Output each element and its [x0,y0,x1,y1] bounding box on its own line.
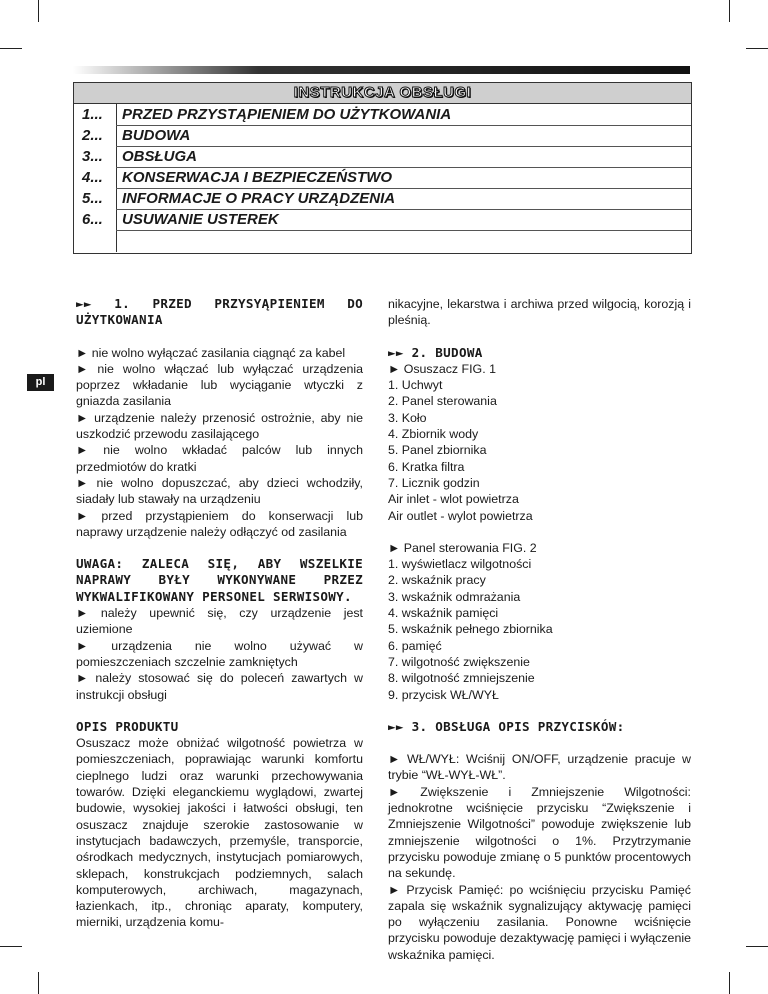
list-item: 4. wskaźnik pamięci [388,606,499,621]
bullet-item: ► urządzenia nie wolno używać w pomieszczeniach szczelnie zamkniętych [76,638,363,669]
crop-mark [38,972,39,994]
crop-mark [729,0,730,22]
list-item: 3. Koło [388,410,427,425]
bullet-item: ► należy upewnić się, czy urządzenie jest uziemione [76,606,363,637]
section-heading: ►► 3. OBSŁUGA OPIS PRZYCISKÓW: [388,718,625,734]
toc-rule [116,188,691,189]
toc-label: KONSERWACJA I BEZPIECZEŃSTWO [122,169,393,186]
toc-row [74,209,691,230]
toc-row [74,167,691,188]
list-item: Air inlet - wlot powietrza [388,492,519,507]
bullet-item: ► nie wolno dopuszczać, aby dzieci wchodziły, siadały lub stawały na urządzeniu [76,475,363,507]
toc-row [74,104,691,125]
language-tab: pl [27,374,54,391]
toc-title: INSTRUKCJA OBSŁUGI [293,84,472,101]
toc-number: 3... [82,148,103,165]
paragraph: nikacyjne, lekarstwa i archiwa przed wilgocią, korozją i pleśnią. [388,297,691,328]
list-item: Air outlet - wylot powietrza [388,508,533,523]
list-item: 1. wyświetlacz wilgotności [388,557,532,572]
toc-row [74,188,691,209]
crop-mark [0,946,22,947]
list-item: 6. pamięć [388,638,442,653]
bullet-item: ► nie wolno włączać lub wyłączać urządzenia poprzez wkładanie lub wyciąganie wtyczki z gniazda zasilania [76,361,363,409]
toc-number: 4... [82,169,103,186]
list-item: 9. przycisk WŁ/WYŁ [388,687,499,702]
list-item: 3. wskaźnik odmrażania [388,589,521,604]
toc-number: 5... [82,190,103,207]
toc-label: BUDOWA [122,127,191,144]
section-heading: OPIS PRODUKTU [76,718,179,734]
toc-rule [116,230,691,231]
toc-title-bar [74,83,691,104]
warning-heading: UWAGA: ZALECA SIĘ, ABY WSZELKIE NAPRAWY BYŁY WYKONYWANE PRZEZ WYKWALIFIKOWANY PERSONEL SERWISOWY. [76,556,363,604]
crop-mark [729,972,730,994]
toc-number: 6... [82,211,103,228]
paragraph: Osuszacz może obniżać wilgotność powietrza w pomieszczeniach, poprawiając warunki komfortu cieplnego ludzi oraz warunki przechowywania towarów. Dzięki eleganckiemu wyglądowi, zwartej budowie, wysokiej jakości i łatwości obsługi, ten osuszacz znajduje szerokie zastosowanie w instytucjach badawczych, przemyśle, transporcie, ośrodkach medycznych, instytucjach pomiarowych, sklepach, konstrukcjach podziemnych, salach komputerowych, archiwach, magazynach, łazienkach, itp., chroniąc aparaty, komputery, mierniki, urządzenia komu- [76,736,363,930]
toc-number: 2... [82,127,103,144]
list-item: 5. Panel zbiornika [388,443,487,458]
toc-rule [116,146,691,147]
toc-label: INFORMACJE O PRACY URZĄDZENIA [122,190,396,207]
toc-rule [116,125,691,126]
bullet-item: ► urządzenie należy przenosić ostrożnie, aby nie uszkodzić przewodu zasilającego [76,410,363,442]
list-item: ► Osuszacz FIG. 1 [388,361,496,376]
section-heading: ►► 2. BUDOWA [388,344,483,360]
toc-row [74,146,691,167]
list-item: 2. Panel sterowania [388,394,497,409]
list-item: 8. wilgotność zmniejszenie [388,671,535,686]
list-item: 4. Zbiornik wody [388,427,479,442]
toc-label: USUWANIE USTEREK [122,211,279,228]
right-column [388,296,691,963]
toc-row [74,230,691,251]
list-item: 7. Licznik godzin [388,475,480,490]
list-item: ► Panel sterowania FIG. 2 [388,540,537,555]
header-rule [73,66,690,74]
left-column [76,296,363,931]
bullet-item: ► przed przystąpieniem do konserwacji lub naprawy urządzenie należy odłączyć od zasilania [76,508,363,539]
crop-mark [746,946,768,947]
toc-number: 1... [82,106,103,123]
list-item: 2. wskaźnik pracy [388,573,486,588]
bullet-item: ► nie wolno wkładać palców lub innych przedmiotów do kratki [76,443,363,474]
table-of-contents [73,82,692,254]
crop-mark [746,48,768,49]
paragraph: ► Przycisk Pamięć: po wciśnięciu przycisku Pamięć zapala się wskaźnik sygnalizujący aktywację pamięci po wyłączeniu zasilania. Ponowne wciśnięcie przycisku powoduje dezaktywację pamięci i wyłączenie wskaźnika pamięci. [388,882,691,962]
list-item: 5. wskaźnik pełnego zbiornika [388,622,553,637]
list-item: 6. Kratka filtra [388,459,465,474]
section-heading: ►► 1. PRZED PRZYSYĄPIENIEM DO UŻYTKOWANIA [76,296,363,328]
toc-rule [116,167,691,168]
toc-rule [116,209,691,210]
bullet-item: ► należy stosować się do poleceń zawartych w instrukcji obsługi [76,671,363,702]
crop-mark [38,0,39,22]
list-item: 7. wilgotność zwiększenie [388,654,530,669]
crop-mark [0,48,22,49]
paragraph: ► WŁ/WYŁ: Wciśnij ON/OFF, urządzenie pracuje w trybie “WŁ-WYŁ-WŁ”. [388,752,691,783]
list-item: 1. Uchwyt [388,378,443,393]
bullet-item: ► nie wolno wyłączać zasilania ciągnąć za kabel [76,345,346,360]
toc-label: OBSŁUGA [122,148,197,165]
toc-label: PRZED PRZYSTĄPIENIEM DO UŻYTKOWANIA [122,106,452,123]
paragraph: ► Zwiększenie i Zmniejszenie Wilgotności: jednokrotne wciśnięcie przycisku “Zwiększenie i Zmniejszenie Wilgotności” powoduje zwiększenie lub zmniejszenie wilgotności o 1%. Przytrzymanie przycisku powoduje zmianę o 5 punktów procentowych na sekundę. [388,784,691,881]
toc-row [74,125,691,146]
